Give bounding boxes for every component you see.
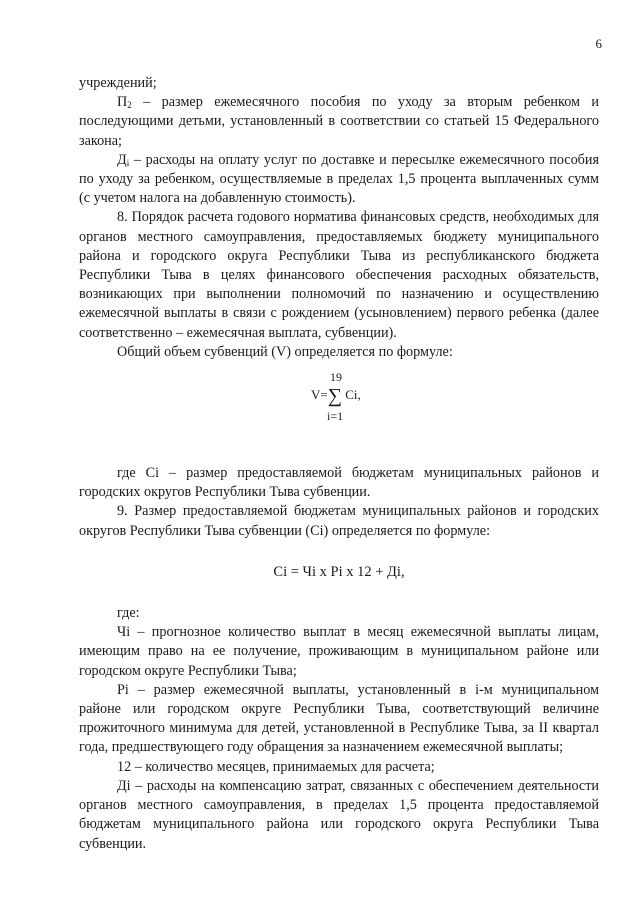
ci-definition: где Ci – размер предоставляемой бюджетам муниципальных районов и городских округов Республики Тыва субвенции. (79, 465, 599, 501)
symbol-p: П (117, 94, 128, 111)
formula-intro: Общий объем субвенций (V) определяется по формуле: (117, 343, 453, 360)
page-number: 6 (595, 36, 602, 51)
sigma-symbol: ∑ (327, 385, 342, 408)
sum-formula (79, 368, 599, 446)
definition-p2 (79, 93, 599, 151)
where-label: где: (117, 605, 140, 622)
sum-upper-limit: 19 (330, 370, 342, 385)
section-9-paragraph: 9. Размер предоставляемой бюджетам муниципальных районов и городских округов Республики Тыва субвенции (Ci) определяется по формуле: (79, 503, 599, 539)
symbol-p-subscript: 2 (127, 100, 132, 111)
definition-months: 12 – количество месяцев, принимаемых для расчета; (117, 758, 435, 775)
definition-pi: Pi – размер ежемесячной выплаты, установленный в i-м муниципальном районе или городском округе Республики Тыва, соответствующий величине прожиточного минимума для детей, установленной в Республике Тыва, за II квартал года, предшествующего году обращения за назначением ежемесячной выплаты; (79, 681, 599, 756)
definition-p2-text: – размер ежемесячного пособия по уходу за вторым ребенком и последующими детьми, установленный в соответствии со статьей 15 Федерального закона; (79, 94, 599, 149)
paragraph-continuation: учреждений; (79, 75, 157, 91)
sum-lhs: V= (311, 387, 328, 403)
symbol-d-subscript: i (126, 157, 130, 168)
definition-di: Дi – расходы на компенсацию затрат, связанных с обеспечением деятельности органов местного самоуправления, в пределах 1,5 процента предоставляемой бюджетам муниципального района или городского округа Республики Тыва субвенции. (79, 777, 599, 852)
definition-chi: Чi – прогнозное количество выплат в месяц ежемесячной выплаты лицам, имеющим право на ее получение, проживающим в муниципальном районе или городском округе Республики Тыва; (79, 624, 599, 679)
ci-formula: Ci = Чi x Pi x 12 + Дi, (273, 563, 405, 580)
document-body (79, 74, 599, 854)
sum-lower-limit: i=1 (327, 409, 344, 424)
sum-expression (311, 385, 361, 406)
definition-d-text: – расходы на оплату услуг по доставке и пересылке ежемесячного пособия по уходу за ребенком, осуществляемые в пределах 1,5 процента выплаченных сумм (с учетом налога на добавленную стоимость). (79, 151, 599, 207)
sum-term: Ci, (345, 387, 361, 403)
definition-d (79, 151, 599, 209)
section-8-paragraph: 8. Порядок расчета годового норматива финансовых средств, необходимых для органов местного самоуправления, предоставляемых бюджету муниципального района и городского округа Республики Тыва из республиканского бюджета Республики Тыва в целях финансового обеспечения расходных обязательств, возникающих при выполнении полномочий по назначению и осуществлению ежемесячной выплаты в связи с рождением (усыновлением) первого ребенка (далее соответственно – ежемесячная выплата, субвенции). (79, 209, 599, 341)
symbol-d: Д (117, 151, 127, 168)
